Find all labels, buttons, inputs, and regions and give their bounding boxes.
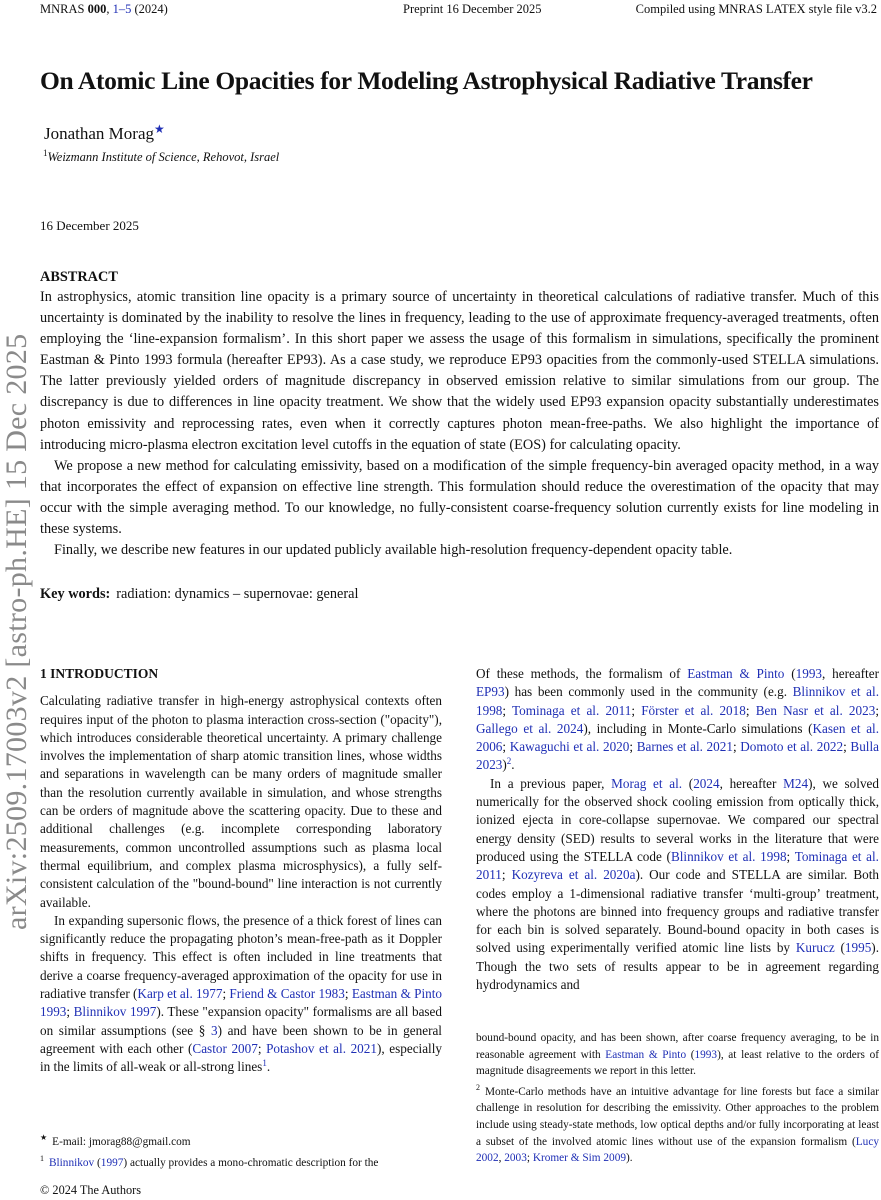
footnote-ref-2[interactable]: 2 [506, 756, 512, 767]
author-name: Jonathan Morag [44, 124, 155, 143]
arxiv-stamp[interactable]: arXiv:2509.17003v2 [astro-ph.HE] 15 Dec 2025 [0, 333, 33, 930]
keywords-value: radiation: dynamics – supernovae: general [116, 586, 359, 602]
citation-link[interactable]: Lucy 2002 [476, 1135, 879, 1165]
abstract [40, 268, 879, 561]
citation-link[interactable]: Castor 2007 [192, 1040, 258, 1056]
keywords [40, 586, 358, 603]
footnotes-left [40, 1130, 442, 1171]
citation-link[interactable]: Bulla 2023 [476, 739, 879, 773]
citation-year-link[interactable]: 1997 [100, 1156, 124, 1169]
citation-link[interactable]: Tominaga et al. 2011 [476, 848, 879, 883]
citation-year-link[interactable]: 1993 [795, 666, 822, 681]
abstract-paragraph-3: Finally, we describe new features in our updated publicly available high-resolution frequency-dependent opacity table. [54, 542, 733, 559]
running-header [0, 0, 881, 20]
citation-link[interactable]: Kromer & Sim 2009 [532, 1152, 627, 1165]
affiliation: $^1$Weizmann Institute of Science, Rehovot, Israel [43, 148, 280, 164]
citation-link[interactable]: Förster et al. 2018 [641, 702, 746, 718]
intro-paragraph-3: Of these methods, the formalism of Eastman & Pinto (1993, hereafter EP93) has been commonly used in the community (e.g. Blinnikov et al. 1998; Tominaga et al. 2011; Förster et al. 2018; Ben Nasr et al. 2023; Gallego et al. 2024), including in Monte-Carlo simulations (Kasen et al. 2006; Kawaguchi et al. 2020; Barnes et al. 2021; Domoto et al. 2022; Bulla 2023)$^2$. [476, 666, 880, 773]
journal-citation: MNRAS 000, 1–5 (2024) [40, 2, 168, 16]
citation-link[interactable]: M24 [783, 775, 809, 791]
citation-link[interactable]: EP93 [476, 684, 505, 700]
citation-link[interactable]: 2003 [504, 1152, 527, 1165]
section-heading-introduction: 1 INTRODUCTION [40, 666, 159, 681]
keywords-label: Key words: [40, 586, 111, 602]
compiled-note: Compiled using MNRAS LATEX style file v3.2 [635, 2, 877, 16]
citation-link[interactable]: Kurucz [795, 940, 835, 956]
left-column [40, 665, 442, 1077]
intro-paragraph-1: Calculating radiative transfer in high-energy astrophysical contexts often requires input of the photon to plasma interaction cross-section ("opacity"), which introduces considerable theoretical uncertainty. A primary challenge involves the implementation of sharp atomic transition lines, whose widths and separations in wavelength can be many orders of magnitude smaller than the resolution currently available in simulation, and whose strengths can be orders of magnitude above the scattering opacity. Due to these and additional challenges (e.g. incomplete corresponding laboratory measurements, common uncontrolled assumptions such as plasma local thermal equilibrium, and complex plasma microsphysics), a fully self-consistent calculation of the "bound-bound" line interaction is not currently available. [40, 693, 442, 910]
citation-link[interactable]: Domoto et al. 2022 [740, 739, 844, 755]
star-footnote-mark[interactable]: ★ [154, 122, 165, 136]
citation-link[interactable]: Potashov et al. 2021 [266, 1040, 377, 1056]
pages-link[interactable]: 1–5 [112, 2, 132, 16]
footnote-ref-1[interactable]: 1 [262, 1058, 267, 1069]
citation-link[interactable]: Gallego et al. 2024 [476, 720, 584, 736]
section-ref-link[interactable]: 3 [210, 1022, 218, 1038]
citation-link[interactable]: Karp et al. 1977 [137, 986, 223, 1002]
citation-link[interactable]: Ben Nasr et al. 2023 [755, 702, 876, 718]
citation-link[interactable]: Kozyreva et al. 2020a [511, 867, 636, 883]
footnote-1: $^1$ Blinnikov (1997) actually provides a mono-chromatic description for the [40, 1153, 379, 1169]
citation-link[interactable]: Friend & Castor 1983 [229, 986, 345, 1002]
paper-date: 16 December 2025 [40, 218, 139, 233]
citation-link[interactable]: Blinnikov et al. 1998 [476, 684, 879, 718]
right-column [476, 665, 879, 994]
citation-link[interactable]: Kawaguchi et al. 2020 [509, 739, 630, 755]
volume: 000 [87, 2, 107, 16]
citation-link[interactable]: Barnes et al. 2021 [636, 739, 733, 755]
citation-link[interactable]: Blinnikov 1997 [73, 1004, 157, 1020]
footnote-2: $^2$ Monte-Carlo methods have an intuitive advantage for line forests but face a similar challenge in resolution for describing the emissivity. Other approaches to the problem include using steady-state methods, low optical depths and/or fully incorporating at least a subset of the involved atomic lines without use of the expansion formalism (Lucy 2002, 2003; Kromer & Sim 2009). [476, 1082, 879, 1165]
footnote-1-continued: bound-bound opacity, and has been shown, after coarse frequency averaging, to be in reasonable agreement with Eastman & Pinto (1993), at least relative to the orders of magnitude disagreements we report in this letter. [476, 1032, 879, 1078]
abstract-heading: ABSTRACT [40, 269, 118, 285]
citation-link[interactable]: Eastman & Pinto 1993 [40, 986, 442, 1020]
intro-paragraph-2: In expanding supersonic flows, the presence of a thick forest of lines can significantly reduce the propagating photon’s mean-free-path as it Doppler shifts in frequency. This effect is often included in line treatments that derive a coarse frequency-averaged approximation of the opacity for use in radiative transfer (Karp et al. 1977; Friend & Castor 1983; Eastman & Pinto 1993; Blinnikov 1997). These "expansion opacity" formalisms are all based on similar assumptions (see § 3) and have been shown to be in general agreement with each other (Castor 2007; Potashov et al. 2021), especially in the limits of all-weak or all-strong lines$^1$. [40, 912, 442, 1075]
footnotes-right [476, 1030, 879, 1167]
citation-link[interactable]: Tominaga et al. 2011 [512, 702, 632, 718]
author [44, 122, 165, 144]
citation-link[interactable]: Blinnikov [49, 1156, 95, 1169]
citation-year-link[interactable]: 2024 [693, 775, 720, 791]
paper-title: On Atomic Line Opacities for Modeling Astrophysical Radiative Transfer [40, 66, 813, 95]
citation-link[interactable]: Eastman & Pinto [605, 1048, 687, 1061]
footnote-email: ★ E-mail: jmorag88@gmail.com [40, 1133, 191, 1148]
preprint-date: Preprint 16 December 2025 [403, 2, 542, 16]
abstract-paragraph-1: In astrophysics, atomic transition line opacity is a primary source of uncertainty in theoretical calculations of radiative transfer. Much of this uncertainty is dominated by the inability to resolve the lines in frequency, leading to the use of approximate frequency-averaged treatments, often employing the ‘line-expansion formalism’. In this short paper we assess the usage of this formalism in simulations, specifically the prominent Eastman & Pinto 1993 formula (hereafter EP93). As a case study, we reproduce EP93 opacities from the commonly-used STELLA simulations. The latter previously yielded orders of magnitude discrepancy in observed emission relative to similar simulations from our group. The discrepancy is due to differences in line opacity treatment. We show that the widely used EP93 expansion opacity substantially underestimates photon emissivity and reprocessing rates, even when it correctly captures photon mean-free-paths. We also highlight the importance of introducing micro-plasma electron excitation level cutoffs in the equation of state (EOS) for calculating opacity. [40, 289, 879, 453]
citation-link[interactable]: Morag et al. [611, 775, 683, 791]
citation-link[interactable]: Eastman & Pinto [687, 666, 785, 681]
citation-year-link[interactable]: 1995 [844, 940, 872, 956]
intro-paragraph-4: In a previous paper, Morag et al. (2024, hereafter M24), we solved numerically for the observed shock cooling emission from optically thick, ionized ejecta in core-collapse supernovae. We compared our spectral energy density (SED) results to several works in the literature that were produced using the STELLA code (Blinnikov et al. 1998; Tominaga et al. 2011; Kozyreva et al. 2020a). Our code and STELLA are similar. Both codes employ a 1-dimensional radiative transfer ‘multi-group’ treatment, where the photons are binned into frequency groups and radiative transfer for each bin is solved separately. Bound-bound opacity in both cases is solved using experimentally verified atomic line lists by Kurucz (1995). Though the two sets of results appear to be in agreement regarding hydrodynamics and [476, 775, 879, 993]
abstract-paragraph-2: We propose a new method for calculating emissivity, based on a modification of the simple frequency-bin averaged opacity method, in a way that incorporates the effect of expansion on effective line strength. This formulation should reduce the overestimation of the opacity that may occur with the simple averaging method. To our knowledge, no fully-consistent coarse-frequency solution currently exists for line modeling in these systems. [40, 457, 879, 538]
citation-year-link[interactable]: 1993 [694, 1048, 718, 1061]
citation-link[interactable]: Blinnikov et al. 1998 [670, 848, 787, 864]
citation-link[interactable]: Kasen et al. 2006 [476, 720, 880, 755]
copyright: © 2024 The Authors [40, 1183, 141, 1197]
